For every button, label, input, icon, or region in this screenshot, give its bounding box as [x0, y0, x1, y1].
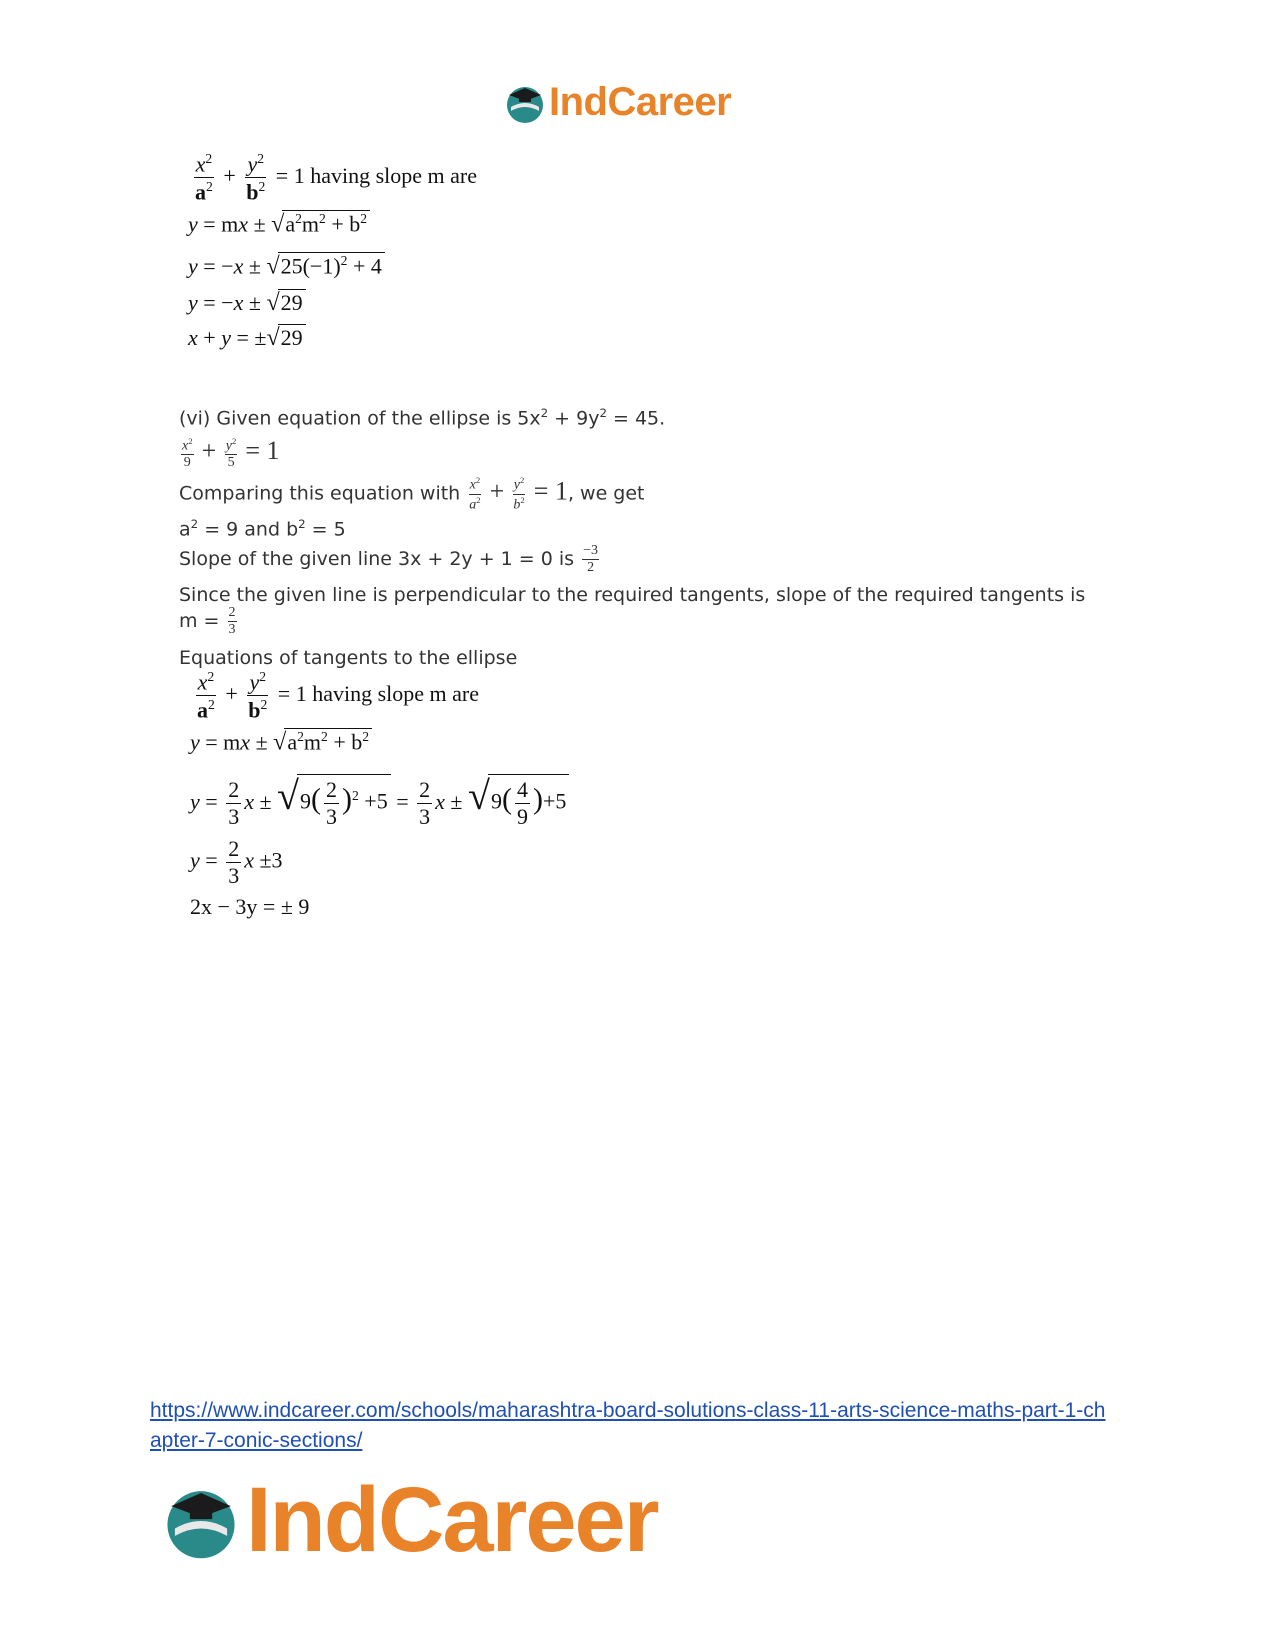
graduation-cap-icon [160, 1480, 242, 1562]
a2-b2-values: $a^2 = 9$ and $b^2 = 5$ [179, 517, 346, 541]
equation-substituted: $y = -x \pm √25(-1)^2 + 4$ [188, 252, 385, 280]
perpendicular-statement: Since the given line is perpendicular to the required tangents, slope of the required tangents is [179, 584, 1086, 606]
normalized-ellipse-equation: $\frac{x^2}{9}$ + $\frac{y^2}{5}$ = 1 [182, 435, 280, 471]
equations-of-tangents-heading: Equations of tangents to the ellipse [179, 647, 518, 669]
logo-wordmark: IndCareer [549, 80, 732, 124]
equation-ellipse-standard: $\frac{x^2}{a^2}$ + $\frac{y^2}{b^2}$ = 1 having slope m are [195, 151, 477, 205]
comparing-line: Comparing this equation with $\frac{x^2}{a^2}$ + $\frac{y^2}{b^2}$ = 1, we get [179, 475, 645, 513]
graduation-cap-icon [503, 81, 547, 125]
source-link[interactable]: https://www.indcareer.com/schools/maharashtra-board-solutions-class-11-arts-science-maths-part-1-chapter-7-conic-sections/ [150, 1399, 1106, 1452]
equation-tangent-general: y = mx ± $√a^2m^2 + b^2$ [188, 210, 370, 238]
footer-logo [160, 1468, 658, 1573]
part-vi-intro: (vi) Given equation of the ellipse is $5x^2 + 9y^2 = 45$. [179, 406, 666, 430]
equation-simplified: y = $\frac{2}{3}$ x ±3 [190, 836, 283, 888]
equation-result-1: x + y = ±√29 [188, 324, 306, 352]
equation-result-2: 2x − 3y = ± 9 [190, 894, 310, 919]
having-slope-text: = 1 having slope m are [275, 162, 477, 188]
equation-substituted-2: y = $\frac{2}{3}$ x ± √9( $\frac{2}{3}$ )$^2$ +5 = $\frac{2}{3}$ x ± √9( $\frac{4}{9}$ )+5 [190, 772, 569, 828]
header-logo [503, 80, 731, 125]
logo-wordmark-large: IndCareer [246, 1469, 658, 1571]
equation-sqrt29: y = −x ± √29 [188, 289, 306, 317]
equation-ellipse-standard-2: $\frac{x^2}{a^2}$ + $\frac{y^2}{b^2}$ = 1 having slope m are [197, 669, 479, 723]
equation-tangent-general-2: y = mx ± $√a^2m^2 + b^2$ [190, 728, 372, 756]
slope-m-value: m = $\frac{2}{3}$ [179, 605, 236, 637]
slope-of-given-line: Slope of the given line 3x + 2y + 1 = 0 is $\frac{-3}{2}$ [179, 543, 599, 575]
